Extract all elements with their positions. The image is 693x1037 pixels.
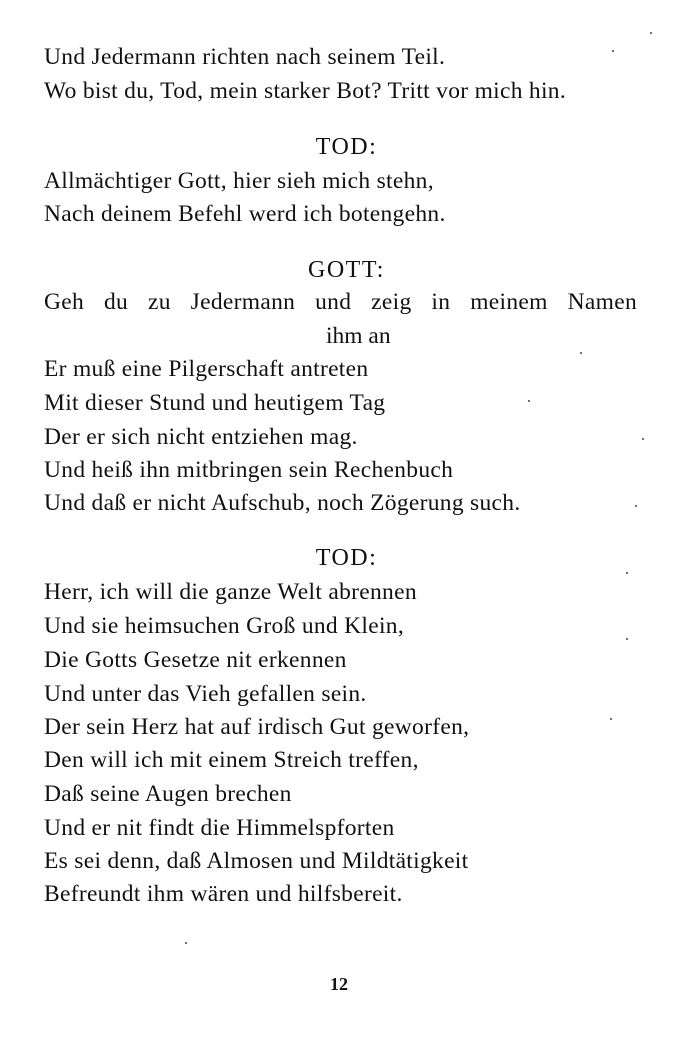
verse-line: Die Gotts Gesetze nit erkennen	[44, 647, 347, 673]
speaker-heading: TOD:	[315, 134, 378, 160]
verse-line: Und heiß ihn mitbringen sein Rechenbuch	[44, 457, 454, 483]
verse-line: Den will ich mit einem Streich treffen,	[44, 747, 419, 773]
scan-speck	[626, 572, 628, 574]
scan-speck	[185, 942, 187, 944]
scan-speck	[635, 505, 637, 507]
verse-line: Herr, ich will die ganze Welt abrennen	[44, 579, 417, 605]
verse-line: Und daß er nicht Aufschub, noch Zögerung such.	[44, 490, 521, 516]
speaker-heading: GOTT:	[308, 257, 385, 283]
page-number: 12	[330, 974, 348, 994]
scan-speck	[650, 32, 652, 34]
scan-speck	[612, 50, 614, 52]
speaker-heading: TOD:	[315, 545, 378, 571]
verse-line: Und sie heimsuchen Groß und Klein,	[44, 613, 405, 639]
scan-speck	[528, 400, 530, 402]
verse-line: Und unter das Vieh gefallen sein.	[44, 681, 367, 707]
verse-line-runover: ihm an	[326, 323, 391, 349]
verse-line: Wo bist du, Tod, mein starker Bot? Tritt vor mich hin.	[44, 78, 567, 104]
verse-line: Und Jedermann richten nach seinem Teil.	[44, 44, 446, 70]
verse-line: Mit dieser Stund und heutigem Tag	[44, 390, 386, 416]
verse-line: Allmächtiger Gott, hier sieh mich stehn,	[44, 168, 434, 194]
verse-line: Der sein Herz hat auf irdisch Gut geworfen,	[44, 714, 470, 740]
verse-line: Er muß eine Pilgerschaft antreten	[44, 356, 369, 382]
verse-line: Daß seine Augen brechen	[44, 781, 292, 807]
verse-line: Nach deinem Befehl werd ich botengehn.	[44, 201, 446, 227]
verse-line: Und er nit findt die Himmelspforten	[44, 815, 395, 841]
scan-speck	[610, 718, 612, 720]
scan-speck	[642, 438, 644, 440]
verse-line: Es sei denn, daß Almosen und Mildtätigkeit	[44, 848, 469, 874]
scan-speck	[626, 638, 628, 640]
verse-line: Geh du zu Jedermann und zeig in meinem Namen	[44, 289, 637, 315]
verse-line: Der er sich nicht entziehen mag.	[44, 424, 358, 450]
verse-line: Befreundt ihm wären und hilfsbereit.	[44, 881, 403, 907]
scan-speck	[580, 352, 582, 354]
